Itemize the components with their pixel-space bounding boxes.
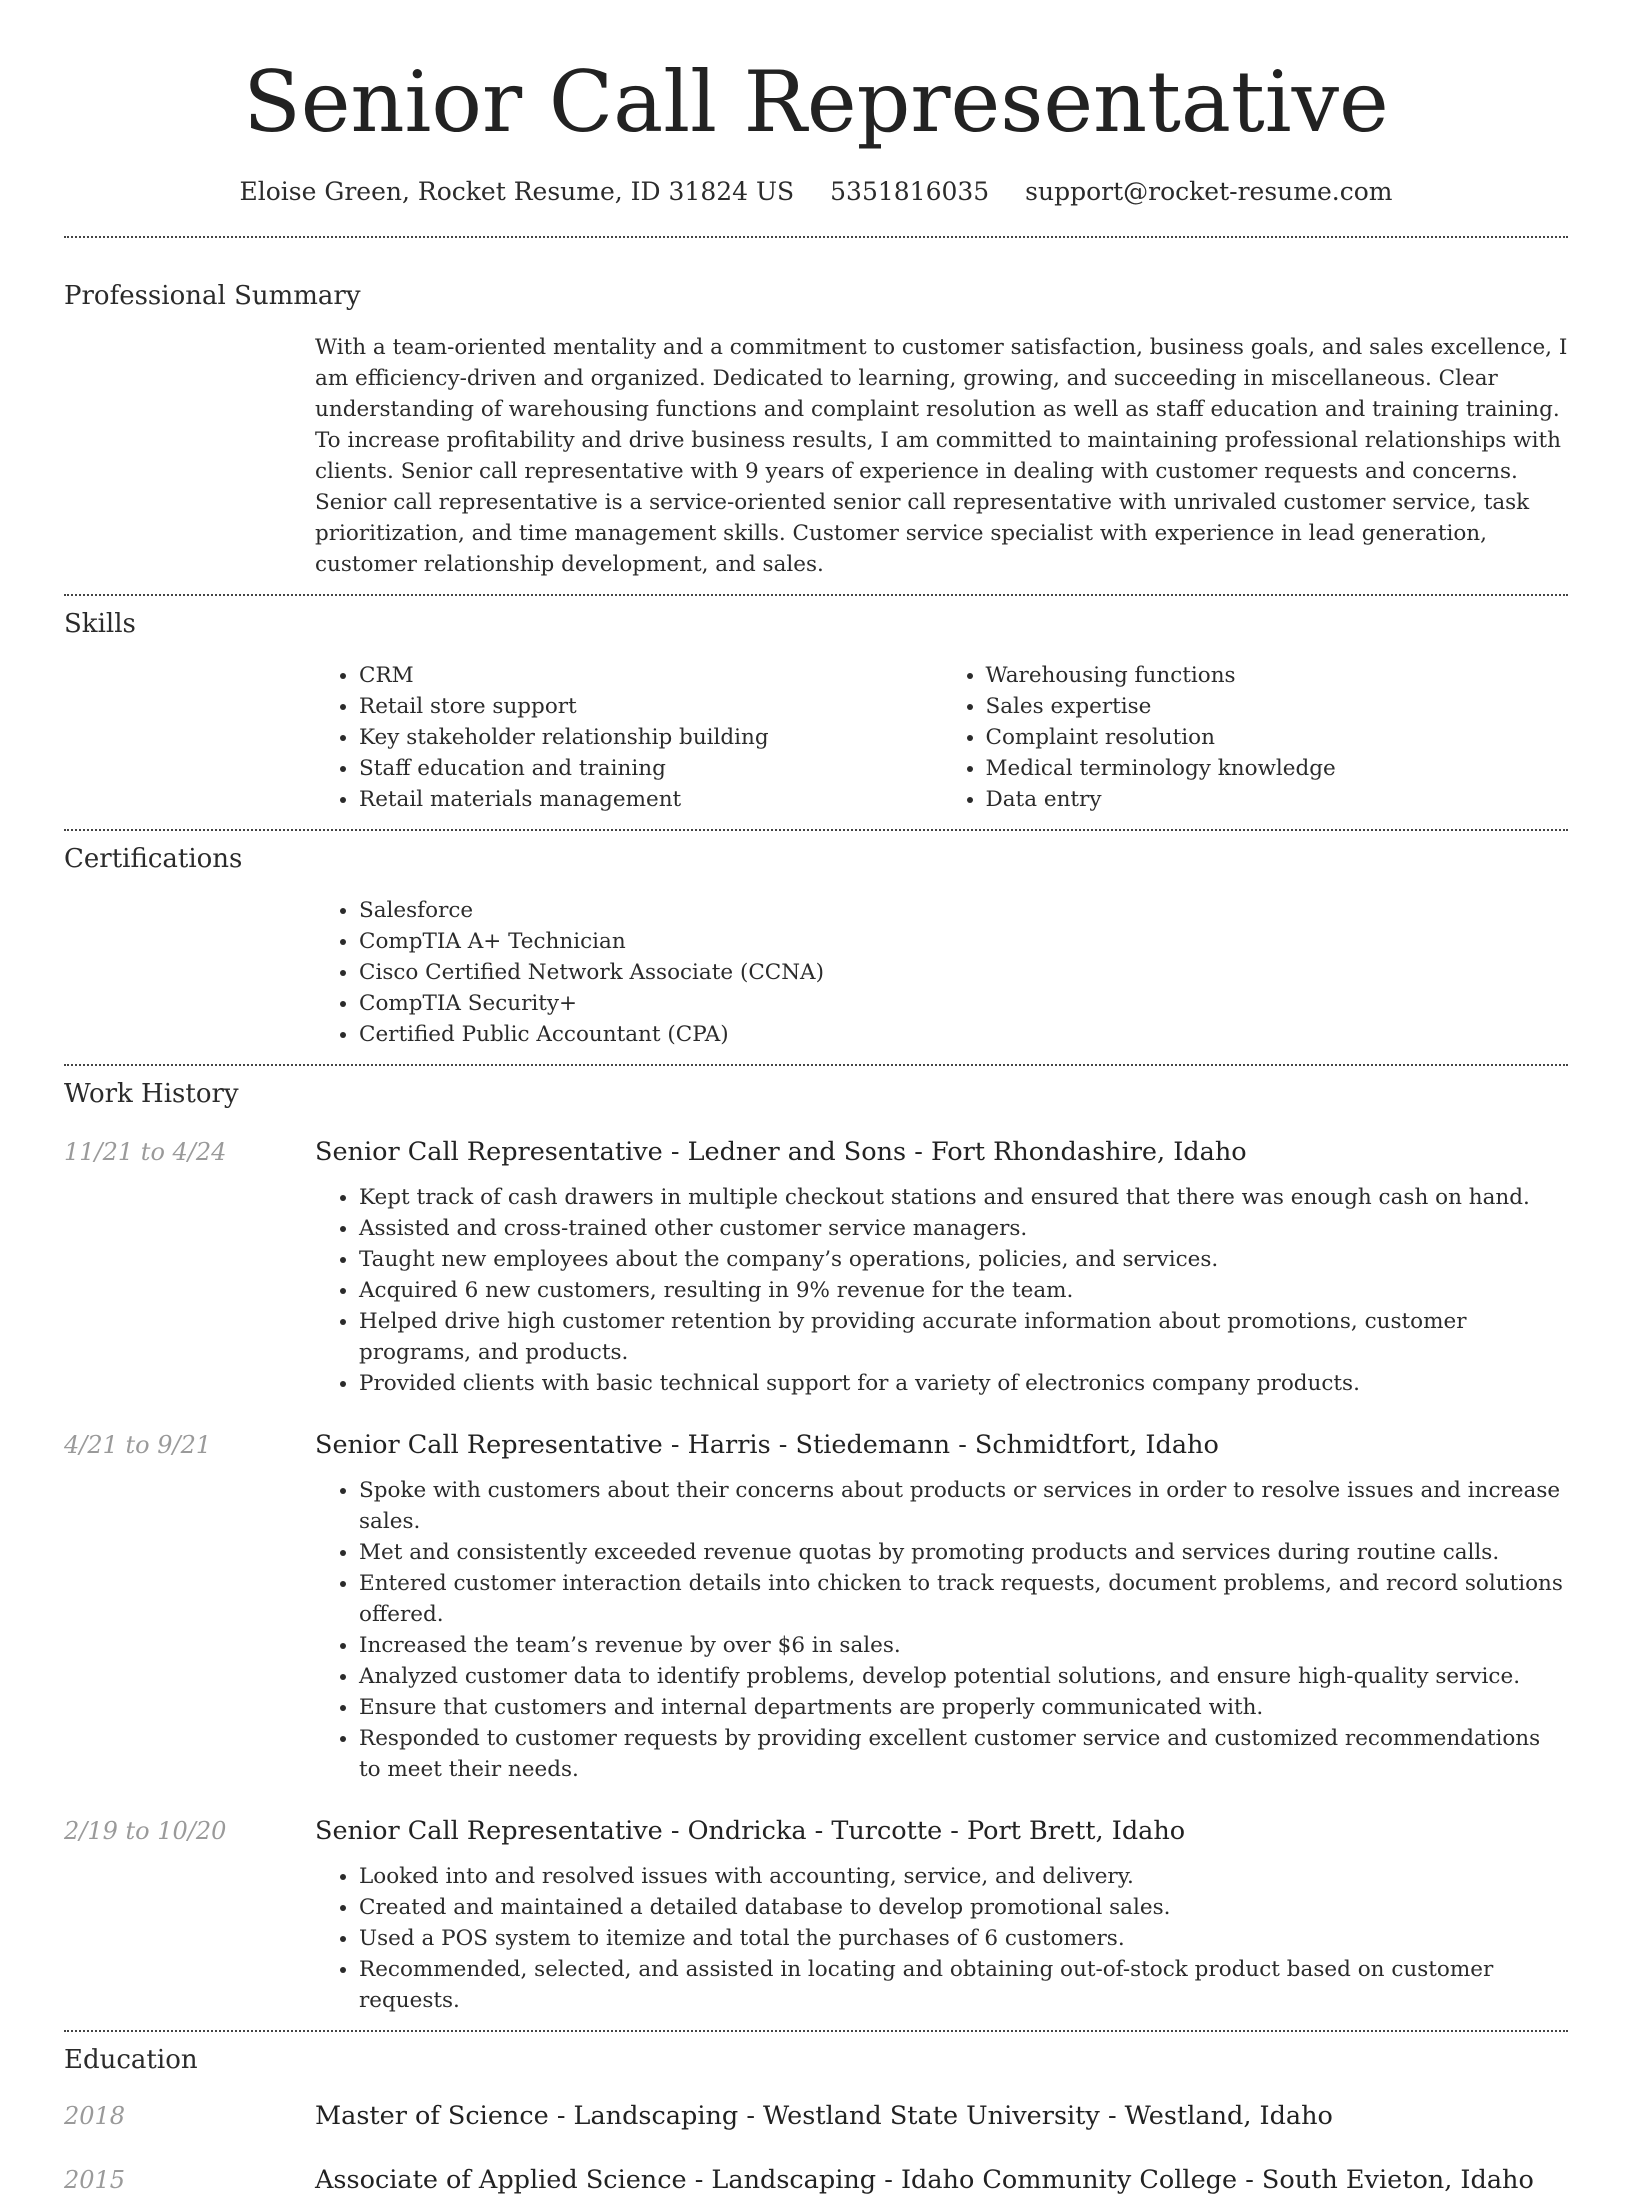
contact-email: support@rocket-resume.com [1025,177,1393,206]
work-bullet: • Provided clients with basic technical support for a variety of electronics company products. [359,1368,1568,1399]
section-title-skills: Skills [64,609,136,639]
skill-item: • Staff education and training [359,753,942,784]
work-entry-date: 4/21 to 9/21 [64,1431,212,1459]
education-entry-date: 2015 [64,2166,126,2194]
summary-section [64,238,1568,580]
work-entry-date: 11/21 to 4/24 [64,1138,227,1166]
education-section [64,2032,1568,2198]
skill-item: • Warehousing functions [986,660,1569,691]
work-entry-bullets [315,1475,1568,1785]
skills-column-right [942,660,1569,815]
work-bullet: • Recommended, selected, and assisted in locating and obtaining out-of-stock product based on customer requests. [359,1954,1568,2016]
skills-list [315,660,1568,815]
education-entry-title: Associate of Applied Science - Landscaping - Idaho Community College - South Evieton, Idaho [315,2165,1534,2195]
contact-phone: 5351816035 [830,177,990,206]
certifications-section [64,831,1568,1050]
work-entry-bullets [315,1182,1568,1399]
skills-column-left [315,660,942,815]
skill-item: • Complaint resolution [986,722,1569,753]
skill-item: • Retail store support [359,691,942,722]
education-entry [64,2162,1568,2198]
work-entry-date: 2/19 to 10/20 [64,1817,227,1845]
work-bullet: • Kept track of cash drawers in multiple checkout stations and ensured that there was enough cash on hand. [359,1182,1568,1213]
certification-item: • CompTIA Security+ [359,988,1568,1019]
contact-address: Eloise Green, Rocket Resume, ID 31824 US [239,177,795,206]
skill-item: • Sales expertise [986,691,1569,722]
work-bullet: • Spoke with customers about their concerns about products or services in order to resolve issues and increase sales. [359,1475,1568,1537]
education-entry [64,2098,1568,2134]
certification-item: • Certified Public Accountant (CPA) [359,1019,1568,1050]
summary-text: With a team-oriented mentality and a commitment to customer satisfaction, business goals, and sales excellence, I am efficiency-driven and organized. Dedicated to learning, growing, and succeeding in miscellaneous. Clear understanding of warehousing functions and complaint resolution as well as staff education and training training. To increase profitability and drive business results, I am committed to maintaining professional relationships with clients. Senior call representative with 9 years of experience in dealing with customer requests and concerns. Senior call representative is a service-oriented senior call representative with unrivaled customer service, task prioritization, and time management skills. Customer service specialist with experience in lead generation, customer relationship development, and sales. [315,335,1568,577]
work-entry-title: Senior Call Representative - Ondricka - Turcotte - Port Brett, Idaho [315,1816,1186,1846]
work-bullet: • Acquired 6 new customers, resulting in 9% revenue for the team. [359,1275,1568,1306]
section-title-summary: Professional Summary [64,281,361,311]
work-history-section [64,1066,1568,2016]
work-bullet: • Increased the team’s revenue by over $6 in sales. [359,1630,1568,1661]
work-bullet: • Ensure that customers and internal departments are properly communicated with. [359,1692,1568,1723]
skill-item: • Key stakeholder relationship building [359,722,942,753]
work-bullet: • Taught new employees about the company’s operations, policies, and services. [359,1244,1568,1275]
skill-item: • CRM [359,660,942,691]
work-entry [64,1134,1568,1399]
work-entry-bullets [315,1861,1568,2016]
work-bullet: • Met and consistently exceeded revenue quotas by promoting products and services during routine calls. [359,1537,1568,1568]
resume-page [64,0,1568,2198]
skill-item: • Data entry [986,784,1569,815]
work-bullet: • Analyzed customer data to identify problems, develop potential solutions, and ensure high-quality service. [359,1661,1568,1692]
work-entry-title: Senior Call Representative - Ledner and Sons - Fort Rhondashire, Idaho [315,1137,1247,1167]
skill-item: • Medical terminology knowledge [986,753,1569,784]
work-bullet: • Used a POS system to itemize and total the purchases of 6 customers. [359,1923,1568,1954]
skills-section [64,596,1568,815]
education-entry-title: Master of Science - Landscaping - Westland State University - Westland, Idaho [315,2101,1333,2131]
work-entry [64,1813,1568,2016]
section-title-education: Education [64,2045,198,2075]
work-bullet: • Looked into and resolved issues with accounting, service, and delivery. [359,1861,1568,1892]
skill-item: • Retail materials management [359,784,942,815]
work-bullet: • Created and maintained a detailed database to develop promotional sales. [359,1892,1568,1923]
certification-item: • Cisco Certified Network Associate (CCNA) [359,957,1568,988]
work-bullet: • Entered customer interaction details into chicken to track requests, document problems, and record solutions offered. [359,1568,1568,1630]
education-entry-date: 2018 [64,2102,126,2130]
work-bullet: • Assisted and cross-trained other customer service managers. [359,1213,1568,1244]
section-title-certifications: Certifications [64,844,243,874]
work-bullet: • Responded to customer requests by providing excellent customer service and customized recommendations to meet their needs. [359,1723,1568,1785]
certifications-list [315,895,1568,1050]
resume-header [64,0,1568,210]
resume-title: Senior Call Representative [243,53,1389,151]
section-title-work-history: Work History [64,1079,239,1109]
contact-line [64,174,1568,210]
summary-content [315,332,1568,580]
certification-item: • CompTIA A+ Technician [359,926,1568,957]
work-bullet: • Helped drive high customer retention by providing accurate information about promotions, customer programs, and products. [359,1306,1568,1368]
work-entry-title: Senior Call Representative - Harris - Stiedemann - Schmidtfort, Idaho [315,1430,1219,1460]
work-entry [64,1427,1568,1785]
certification-item: • Salesforce [359,895,1568,926]
